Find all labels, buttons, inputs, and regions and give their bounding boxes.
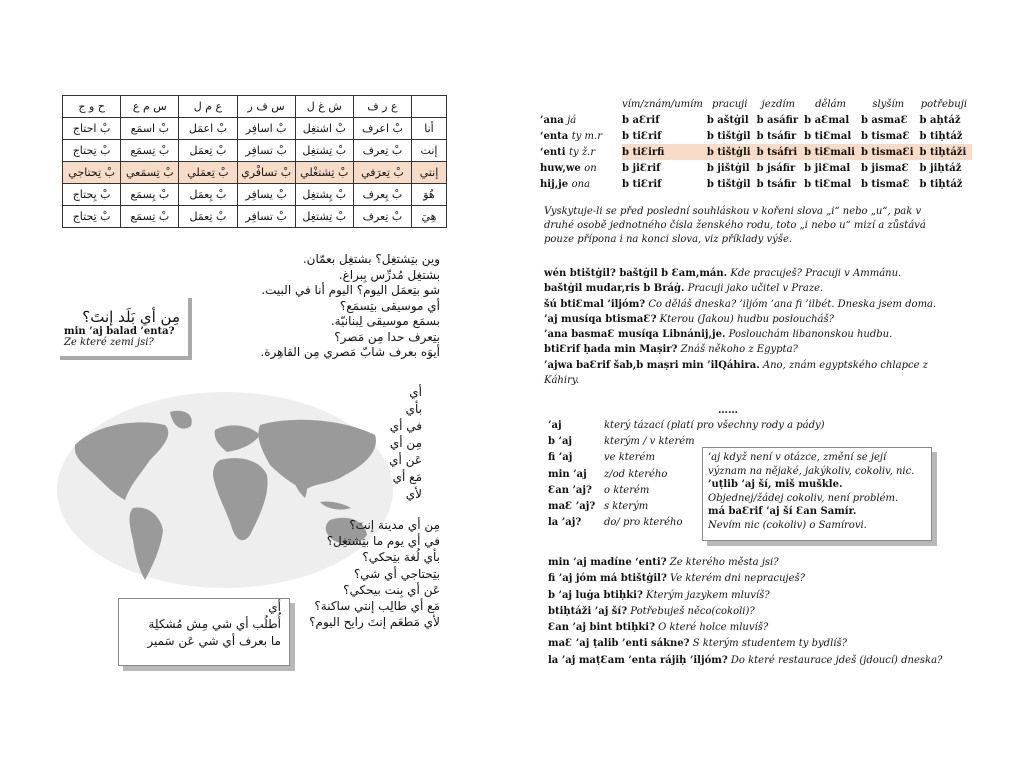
conj-pronoun-cell: إنتي bbox=[412, 162, 447, 184]
conj-verb-cell: بْ تِعمَل bbox=[179, 206, 237, 228]
conj-verb-cell: بْ تسافِر bbox=[237, 206, 295, 228]
aj-term: Ɛan ’aj? bbox=[548, 484, 592, 496]
question-line-czech: S kterým studentem ty bydlíš? bbox=[692, 638, 847, 650]
question-line-czech: Ze kterého města jsi? bbox=[669, 557, 779, 568]
aj-note-line-4: má baƐrif ’aj ší Ɛan Samír. bbox=[708, 506, 857, 518]
conj-table-row bbox=[63, 140, 447, 162]
verb-pronoun-cell bbox=[540, 176, 622, 192]
verb-form-cell: b tištġil bbox=[706, 178, 751, 190]
conj-verb-cell: بْ اعمَل bbox=[179, 118, 237, 140]
arabic-question: لأي مَطعَم إنتَ رايح اليوم؟ bbox=[309, 615, 440, 630]
country-question-czech: Ze které zemi jsi? bbox=[64, 337, 154, 348]
verb-form-cell: b tiḥtáži bbox=[920, 144, 973, 160]
question-line-translit: fi ’aj jóm má btištġil? bbox=[548, 573, 667, 585]
verb-form-cell: b tiḥtáž bbox=[919, 130, 963, 142]
conj-verb-cell: بْ يِشتغِل bbox=[295, 184, 353, 206]
arabic-sentence: أي موسيقى بتِسمَع؟ bbox=[339, 298, 440, 313]
conj-verb-cell: بْ تِعرَفي bbox=[353, 162, 411, 184]
verb-table-row bbox=[540, 176, 972, 192]
example-sentences bbox=[544, 266, 944, 388]
arabic-conjugation-table bbox=[62, 95, 447, 228]
verb-table-row bbox=[540, 112, 972, 128]
verb-form-cell: b jiƐrif bbox=[622, 162, 661, 174]
conj-table-row bbox=[63, 206, 447, 228]
example-line-czech: Co děláš dneska? ’iljóm ’ana fi ’ilbét. Dneska jsem doma. bbox=[648, 298, 937, 310]
aj-note-line-5: Nevím nic (cokoliv) o Samírovi. bbox=[708, 519, 867, 531]
example-line bbox=[544, 327, 944, 342]
verb-form-cell: b aƐrif bbox=[622, 114, 660, 126]
conj-verb-cell: بْ يِعرف bbox=[353, 184, 411, 206]
arabic-sentence: وين بتِشتغِل؟ بشتغِل بعمّان. bbox=[302, 252, 440, 266]
example-line-translit: ’aj musíqa btismaƐ? bbox=[544, 313, 657, 325]
verb-form-cell: b jištġil bbox=[706, 162, 750, 174]
verb-pronoun-cell bbox=[540, 112, 622, 128]
aj-meaning: s kterým bbox=[604, 501, 649, 513]
arabic-sentence: أيوَه بعرف شابّ مَصري مِن القاهِرة. bbox=[260, 345, 440, 359]
verb-form-cell: b tiƐrif bbox=[622, 130, 662, 142]
ay-usage-box bbox=[118, 598, 290, 666]
verb-pronoun-cell bbox=[540, 128, 622, 144]
conj-pronoun-cell: هُوَ bbox=[412, 184, 447, 206]
arabic-example-sentences bbox=[190, 252, 440, 361]
verb-table-row bbox=[540, 144, 972, 160]
arabic-sentence: شو بتِعمَل اليوم؟ اليوم أنا في البيت. bbox=[261, 283, 440, 297]
arabic-question: عَن أي بِنت بيحكي؟ bbox=[343, 582, 440, 597]
aj-note-line-1: ’aj když není v otázce, změní se její význam na nějaké, jakýkoliv, cokoliv, nic. bbox=[708, 452, 915, 477]
example-line-czech: Poslouchám libanonskou hudbu. bbox=[728, 329, 893, 341]
example-line bbox=[544, 281, 944, 296]
example-line-czech: Ano, znám egyptského chlapce z Káhiry. bbox=[544, 359, 928, 387]
verb-form-cell: b aštġil bbox=[706, 114, 749, 126]
pronoun-translit: hij,je bbox=[540, 178, 569, 190]
pronoun-czech: on bbox=[584, 162, 597, 174]
question-examples bbox=[548, 555, 968, 669]
verb-header-cell: vím/znám/umím bbox=[622, 98, 703, 110]
verb-form-cell: b tiƐrif bbox=[622, 178, 662, 190]
verb-conjugation-table bbox=[540, 96, 972, 192]
ay-form: مِن أي bbox=[389, 436, 422, 450]
aj-meaning: kterým / v kterém bbox=[604, 436, 695, 448]
example-line bbox=[544, 358, 944, 389]
aj-note-line-3: Objednej/žádej cokoliv, není problém. bbox=[708, 492, 899, 504]
verb-form-cell: b tištġli bbox=[707, 144, 757, 160]
verb-header-cell bbox=[540, 96, 622, 112]
conj-header-cell: ح و ج bbox=[63, 96, 121, 118]
conj-verb-cell: بْ تِسمَع bbox=[121, 206, 179, 228]
conj-verb-cell: بْ اسمَع bbox=[121, 118, 179, 140]
conj-verb-cell: بْ يِحتاج bbox=[63, 184, 121, 206]
conj-verb-cell: بْ تِسمَعي bbox=[121, 162, 179, 184]
question-line-czech: Kterým jazykem mluvíš? bbox=[646, 589, 770, 601]
question-line bbox=[548, 604, 968, 620]
verb-form-cell: b tsáfir bbox=[756, 130, 797, 142]
question-line bbox=[548, 588, 968, 604]
verb-form-cell: b tištġil bbox=[706, 130, 751, 142]
conj-verb-cell: بْ تِعمَلي bbox=[179, 162, 237, 184]
ay-usage-line-2: أُطلُب أي شي مِش مُشكلِة bbox=[148, 617, 281, 631]
verb-form-cell: b jsáfir bbox=[756, 162, 796, 174]
arabic-question: في أي يوم ما بتِشتغِل؟ bbox=[326, 534, 440, 549]
conj-verb-cell: بْ تِحتاج bbox=[63, 140, 121, 162]
example-line-czech: Kterou (Jakou) hudbu posloucháš? bbox=[659, 313, 834, 325]
example-line bbox=[544, 312, 944, 327]
example-line-translit: wén btištġil? baštġil b Ɛam,mán. bbox=[544, 268, 728, 279]
conj-verb-cell: بْ يِعمَل bbox=[179, 184, 237, 206]
verb-header-cell: pracuji bbox=[711, 98, 748, 110]
conj-header-cell: ع م ل bbox=[179, 96, 237, 118]
verb-form-cell: b aḥtáž bbox=[919, 114, 961, 126]
verb-form-cell: b tismaƐ bbox=[860, 178, 910, 190]
ay-form: أي bbox=[409, 385, 422, 399]
verb-form-cell: b tiḥtáž bbox=[919, 178, 963, 190]
conj-verb-cell: بْ يِسمَع bbox=[121, 184, 179, 206]
aj-meaning-box bbox=[702, 447, 932, 541]
conj-verb-cell: بْ اسافِر bbox=[237, 118, 295, 140]
verb-table-header-row bbox=[540, 96, 972, 112]
arabic-sentence: بتِعرف حدا مِن مَصر؟ bbox=[334, 329, 440, 344]
ay-form: مَع أي bbox=[392, 470, 422, 484]
arabic-question: بأي لُغة بتِحكي؟ bbox=[362, 550, 440, 565]
example-line-translit: baštġil mudar,ris b Bráġ. bbox=[544, 283, 685, 295]
grammar-note: Vyskytuje-li se před poslední souhláskou v kořeni slova „i“ nebo „u“, pak v druhé osobě jednotného čísla ženského rodu, toto „i nebo u“ mizí a zůstává pouze přípona i na konci slova, viz příklady výše. bbox=[544, 206, 926, 245]
example-line-translit: ’ana basmaƐ musíqa Libnánij,je. bbox=[544, 329, 726, 341]
conj-header-cell: س م ع bbox=[121, 96, 179, 118]
example-line-translit: ’ajwa baƐrif šab,b maṣri min ’ilQáhira. bbox=[544, 359, 760, 371]
aj-term: min ’aj bbox=[548, 468, 587, 480]
question-line-translit: maƐ ’aj ṭalib ’enti sákne? bbox=[548, 638, 690, 650]
conj-verb-cell: بْ تِحتاجي bbox=[63, 162, 121, 184]
aj-meaning: do/ pro kterého bbox=[604, 517, 683, 529]
conj-pronoun-cell: أنا bbox=[412, 118, 447, 140]
example-line bbox=[544, 266, 944, 281]
conj-header-cell: ش غ ل bbox=[295, 96, 353, 118]
example-line bbox=[544, 297, 944, 312]
conj-verb-cell: بْ تِعمَل bbox=[179, 140, 237, 162]
aj-term: la ’aj? bbox=[548, 517, 582, 529]
country-question-box bbox=[60, 298, 192, 360]
ay-form: عَن أي bbox=[389, 453, 422, 467]
conj-verb-cell: بْ يسافِر bbox=[237, 184, 295, 206]
verb-form-cell: b asmaƐ bbox=[860, 114, 908, 126]
question-line-czech: Potřebuješ něco(cokoli)? bbox=[630, 605, 755, 617]
conj-pronoun-cell: هِيَ bbox=[412, 206, 447, 228]
conj-header-cell: س ف ر bbox=[237, 96, 295, 118]
conj-pronoun-cell: إنت bbox=[412, 140, 447, 162]
example-line-czech: Znáš někoho z Egypta? bbox=[680, 344, 798, 356]
ay-form: بأي bbox=[405, 402, 422, 416]
pronoun-czech: ty ž.r bbox=[569, 146, 596, 158]
conj-verb-cell: بْ تِعرف bbox=[353, 206, 411, 228]
ay-preposition-forms bbox=[380, 384, 422, 503]
conj-table-row bbox=[63, 162, 447, 184]
aj-meaning: který tázací (platí pro všechny rody a pády) bbox=[604, 420, 825, 431]
verb-form-cell: b jismaƐ bbox=[860, 162, 909, 174]
question-line bbox=[548, 555, 968, 571]
verb-table-row bbox=[540, 128, 972, 144]
arabic-question: مِن أي مدينة إنتَ؟ bbox=[349, 518, 440, 532]
conj-verb-cell: بْ تِحتاج bbox=[63, 206, 121, 228]
verb-form-cell: b tiƐmal bbox=[804, 178, 852, 190]
verb-header-cell: jezdím bbox=[761, 98, 796, 110]
verb-form-cell: b asáfir bbox=[756, 114, 799, 126]
pronoun-translit: ‘enta bbox=[540, 130, 569, 142]
conj-verb-cell: بْ تِشتغْلي bbox=[295, 162, 353, 184]
verb-form-cell: b tiƐmal bbox=[804, 130, 852, 142]
verb-header-cell: dělám bbox=[815, 98, 847, 110]
pronoun-czech: ty m.r bbox=[571, 130, 602, 142]
question-line bbox=[548, 620, 968, 636]
aj-term: b ’aj bbox=[548, 436, 573, 448]
verb-form-cell: b tismaƐi bbox=[861, 144, 920, 160]
aj-note-line-2: ’uṭlib ’aj ší, miš muškle. bbox=[708, 479, 843, 491]
conj-verb-cell: بْ تِعرف bbox=[353, 140, 411, 162]
verb-form-cell: b tiƐmali bbox=[804, 144, 861, 160]
conj-verb-cell: بْ تِشتغِل bbox=[295, 206, 353, 228]
question-line bbox=[548, 571, 968, 587]
aj-term: ’aj bbox=[548, 420, 562, 431]
verb-pronoun-cell bbox=[540, 144, 622, 160]
country-question-arabic: مِن أي بَلَد إنتَ؟ bbox=[82, 308, 180, 326]
ay-form: في أي bbox=[389, 419, 422, 433]
question-line-translit: btiḥtáži ’aj ší? bbox=[548, 605, 628, 617]
arabic-sentence: بسمَع موسيقى لِبنانيّة. bbox=[330, 314, 440, 328]
conj-verb-cell: بْ اعرف bbox=[353, 118, 411, 140]
question-line-czech: O které holce mluvíš? bbox=[658, 622, 769, 634]
verb-form-cell: b jiḥtáž bbox=[919, 162, 962, 174]
conj-table-row bbox=[63, 184, 447, 206]
conj-header-cell: ع ر ف bbox=[353, 96, 411, 118]
conj-verb-cell: بْ تِشتغِل bbox=[295, 140, 353, 162]
verb-form-cell: b tiƐirfi bbox=[622, 144, 707, 160]
conj-header-cell bbox=[412, 96, 447, 118]
pronoun-translit: ‘enti bbox=[540, 146, 566, 158]
conj-table-header-row bbox=[63, 96, 447, 118]
example-line-translit: btiƐrif ḥada min Maṣir? bbox=[544, 344, 678, 356]
conj-table-row bbox=[63, 118, 447, 140]
conj-verb-cell: بْ تِسمَع bbox=[121, 140, 179, 162]
pronoun-czech: já bbox=[567, 114, 577, 126]
conj-verb-cell: بْ احتاج bbox=[63, 118, 121, 140]
question-line-translit: Ɛan ’aj bint btiḥki? bbox=[548, 622, 655, 634]
country-question-translit: min ’aj balad ’enta? bbox=[64, 326, 175, 337]
example-line-czech: Pracuji jako učitel v Praze. bbox=[687, 283, 824, 295]
aj-term: fi ’aj bbox=[548, 452, 573, 464]
pronoun-czech: ona bbox=[571, 178, 591, 190]
aj-meaning: z/od kterého bbox=[604, 468, 668, 480]
aj-list-row bbox=[548, 418, 828, 434]
separator-dots: …… bbox=[718, 405, 738, 416]
ay-usage-line-3: ما بعرف أي شي عَن سَمير bbox=[147, 634, 281, 648]
verb-table-row bbox=[540, 160, 972, 176]
question-line-translit: min ’aj madíne ‘enti? bbox=[548, 557, 667, 568]
ay-usage-line-1: أي bbox=[268, 600, 281, 614]
verb-pronoun-cell bbox=[540, 160, 622, 176]
aj-term: maƐ ’aj? bbox=[548, 501, 596, 513]
arabic-question: بتِحتاجي أي شي؟ bbox=[353, 566, 440, 581]
ay-form: لأي bbox=[405, 487, 422, 501]
conj-verb-cell: بْ تسافْري bbox=[237, 162, 295, 184]
verb-form-cell: b jiƐmal bbox=[804, 162, 851, 174]
verb-header-cell: slyším bbox=[872, 98, 905, 110]
example-line bbox=[544, 342, 944, 357]
conj-verb-cell: بْ تسافِر bbox=[237, 140, 295, 162]
question-line-translit: la ’aj maṭƐam ’enta rájiḥ ’iljóm? bbox=[548, 654, 728, 666]
example-line-translit: šú btiƐmal ’iljóm? bbox=[544, 298, 646, 310]
example-line-czech: Kde pracuješ? Pracuji v Ammánu. bbox=[730, 268, 902, 279]
question-line bbox=[548, 653, 968, 669]
pronoun-translit: ’ana bbox=[540, 114, 564, 126]
verb-header-cell: potřebuji bbox=[920, 98, 968, 110]
arabic-question: مَع أي طالِب إنتي ساكنة؟ bbox=[314, 599, 440, 614]
verb-form-cell: b tismaƐ bbox=[860, 130, 910, 142]
aj-meaning: o kterém bbox=[604, 484, 650, 496]
question-line bbox=[548, 636, 968, 652]
arabic-sentence: بشتغِل مُدرِّس بِبراغ. bbox=[338, 267, 440, 282]
question-line-translit: b ’aj luġa btiḥki? bbox=[548, 589, 643, 601]
question-line-czech: Do které restaurace jdeš (jdoucí) dneska? bbox=[730, 654, 943, 666]
verb-form-cell: b tsáfri bbox=[757, 144, 805, 160]
aj-meaning: ve kterém bbox=[604, 452, 655, 464]
conj-verb-cell: بْ اشتغِل bbox=[295, 118, 353, 140]
verb-form-cell: b aƐmal bbox=[804, 114, 850, 126]
question-line-czech: Ve kterém dni nepracuješ? bbox=[670, 573, 806, 585]
pronoun-translit: huw,we bbox=[540, 162, 581, 174]
verb-form-cell: b tsáfir bbox=[756, 178, 797, 190]
